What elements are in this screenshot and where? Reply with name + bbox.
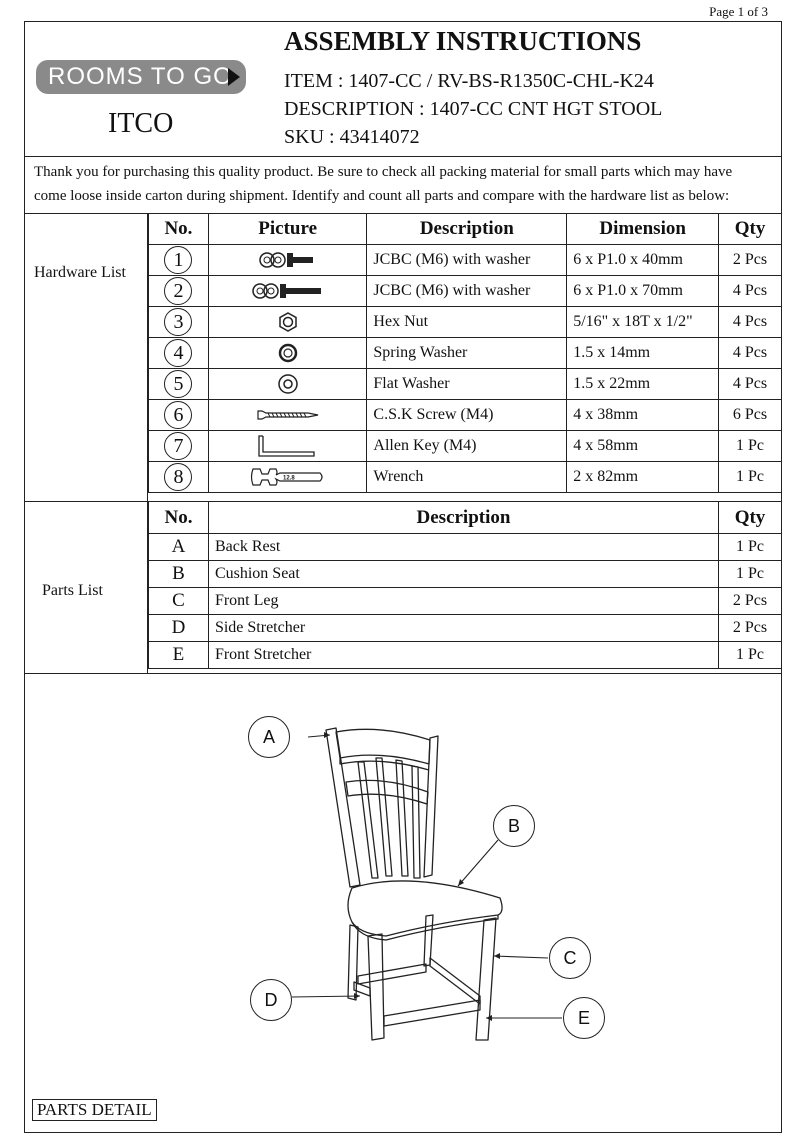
item-number: 8 (164, 463, 192, 491)
spring-washer-icon (208, 338, 367, 369)
qty-cell: 6 Pcs (719, 400, 782, 431)
flat-washer-icon (208, 369, 367, 400)
wrench-icon (208, 462, 367, 493)
callout-b: B (493, 805, 535, 847)
description-cell: Spring Washer (367, 338, 567, 369)
table-row (149, 462, 782, 493)
table-row (149, 245, 782, 276)
description-cell: Hex Nut (367, 307, 567, 338)
callout-c: C (549, 937, 591, 979)
col-header-qty: Qty (719, 502, 782, 534)
item-number: 2 (164, 277, 192, 305)
col-header-dimension: Dimension (567, 214, 719, 245)
item-number: 5 (164, 370, 192, 398)
description-cell: Allen Key (M4) (367, 431, 567, 462)
page-indicator: Page 1 of 3 (709, 4, 768, 19)
sku-line: SKU : 43414072 (284, 126, 420, 148)
part-letter: D (149, 615, 209, 642)
qty-cell: 4 Pcs (719, 307, 782, 338)
col-header-qty: Qty (719, 214, 782, 245)
divider (24, 156, 782, 157)
qty-cell: 1 Pc (719, 431, 782, 462)
hardware-header-row (149, 214, 782, 245)
parts-list-label: Parts List (42, 582, 103, 599)
brand-name: ITCO (108, 108, 174, 139)
page-title: ASSEMBLY INSTRUCTIONS (284, 26, 642, 56)
item-number: 4 (164, 339, 192, 367)
hex-nut-icon (208, 307, 367, 338)
wrench-marking: 12.8 (282, 475, 295, 482)
part-qty: 2 Pcs (719, 588, 782, 615)
bolt-short-icon (208, 245, 367, 276)
part-description: Side Stretcher (208, 615, 718, 642)
table-row (149, 588, 782, 615)
part-qty: 1 Pc (719, 534, 782, 561)
item-line: ITEM : 1407-CC / RV-BS-R1350C-CHL-K24 (284, 70, 654, 92)
part-letter: E (149, 642, 209, 669)
play-triangle-icon (228, 68, 240, 86)
hardware-list-label: Hardware List (34, 264, 126, 281)
qty-cell: 4 Pcs (719, 338, 782, 369)
part-description: Back Rest (208, 534, 718, 561)
table-row (149, 338, 782, 369)
col-header-no: No. (149, 214, 209, 245)
table-row (149, 369, 782, 400)
dimension-cell: 5/16" x 18T x 1/2" (567, 307, 719, 338)
description-cell: Flat Washer (367, 369, 567, 400)
dimension-cell: 6 x P1.0 x 70mm (567, 276, 719, 307)
callout-d: D (250, 979, 292, 1021)
hardware-table (148, 213, 782, 493)
dimension-cell: 4 x 58mm (567, 431, 719, 462)
intro-text-line-1: Thank you for purchasing this quality product. Be sure to check all packing material for small parts which may have (34, 164, 733, 180)
intro-text-line-2: come loose inside carton during shipment. Identify and count all parts and compare with the hardware list as below: (34, 188, 730, 204)
table-row (149, 307, 782, 338)
col-header-description: Description (208, 502, 718, 534)
dimension-cell: 1.5 x 22mm (567, 369, 719, 400)
qty-cell: 2 Pcs (719, 245, 782, 276)
table-row (149, 276, 782, 307)
table-row (149, 561, 782, 588)
part-qty: 2 Pcs (719, 615, 782, 642)
screw-icon (208, 400, 367, 431)
part-description: Front Leg (208, 588, 718, 615)
part-qty: 1 Pc (719, 561, 782, 588)
parts-table (148, 501, 782, 669)
item-number: 6 (164, 401, 192, 429)
item-number: 7 (164, 432, 192, 460)
table-row (149, 615, 782, 642)
bar-stool-drawing (240, 700, 620, 1060)
part-description: Front Stretcher (208, 642, 718, 669)
dimension-cell: 6 x P1.0 x 40mm (567, 245, 719, 276)
dimension-cell: 1.5 x 14mm (567, 338, 719, 369)
description-line: DESCRIPTION : 1407-CC CNT HGT STOOL (284, 98, 663, 120)
parts-detail-label: PARTS DETAIL (32, 1099, 157, 1121)
part-letter: B (149, 561, 209, 588)
part-description: Cushion Seat (208, 561, 718, 588)
bolt-long-icon (208, 276, 367, 307)
qty-cell: 4 Pcs (719, 369, 782, 400)
logo-text: ROOMS TO GO (48, 63, 233, 90)
table-row (149, 534, 782, 561)
col-header-no: No. (149, 502, 209, 534)
item-number: 1 (164, 246, 192, 274)
table-row (149, 642, 782, 669)
qty-cell: 4 Pcs (719, 276, 782, 307)
allen-key-icon (208, 431, 367, 462)
rooms-to-go-logo (36, 60, 246, 94)
table-row (149, 431, 782, 462)
part-letter: C (149, 588, 209, 615)
dimension-cell: 2 x 82mm (567, 462, 719, 493)
table-row (149, 400, 782, 431)
col-header-picture: Picture (208, 214, 367, 245)
divider (24, 673, 782, 674)
description-cell: Wrench (367, 462, 567, 493)
qty-cell: 1 Pc (719, 462, 782, 493)
description-cell: JCBC (M6) with washer (367, 245, 567, 276)
parts-header-row (149, 502, 782, 534)
col-header-description: Description (367, 214, 567, 245)
item-number: 3 (164, 308, 192, 336)
callout-a: A (248, 716, 290, 758)
description-cell: C.S.K Screw (M4) (367, 400, 567, 431)
part-letter: A (149, 534, 209, 561)
callout-e: E (563, 997, 605, 1039)
part-qty: 1 Pc (719, 642, 782, 669)
dimension-cell: 4 x 38mm (567, 400, 719, 431)
description-cell: JCBC (M6) with washer (367, 276, 567, 307)
